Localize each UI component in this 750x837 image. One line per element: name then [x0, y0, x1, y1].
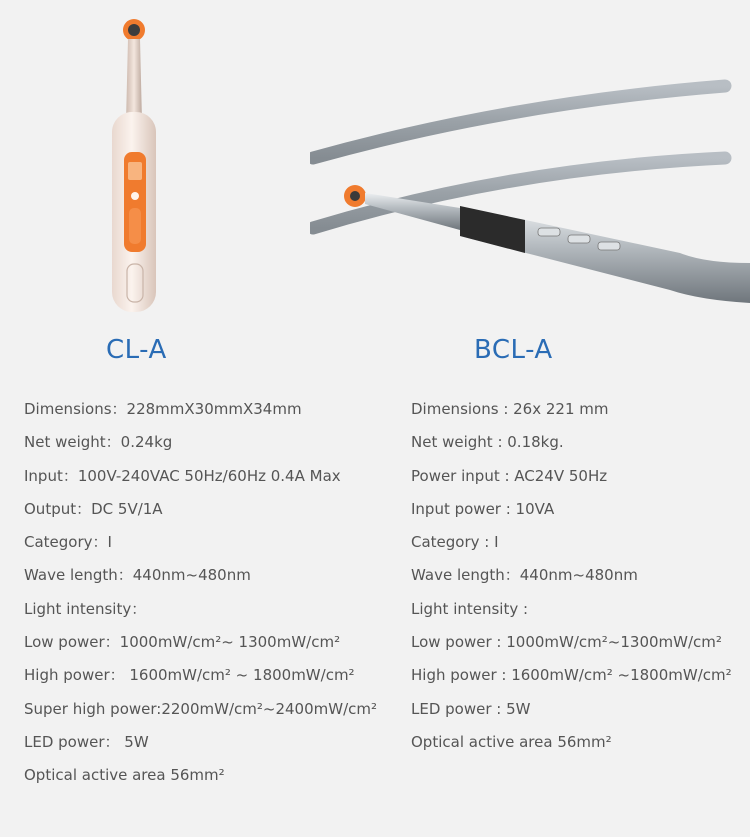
spec-optical-area: Optical active area 56mm²: [24, 766, 225, 785]
cla-product-image: [100, 12, 170, 317]
spec-high-power: High power : 1600mW/cm² ~1800mW/cm²: [411, 666, 732, 685]
spec-category: Category : Ⅰ: [411, 533, 499, 552]
spec-net-weight: Net weight : 0.18kg.: [411, 433, 564, 452]
spec-low-power: Low power : 1000mW/cm²~1300mW/cm²: [411, 633, 722, 652]
spec-wave-length: Wave length：440nm~480nm: [24, 566, 251, 585]
bcla-spec-list: [411, 397, 732, 763]
cla-model-title: CL-A: [106, 335, 167, 365]
spec-dimensions: Dimensions : 26x 221 mm: [411, 400, 609, 418]
spec-high-power: High power： 1600mW/cm² ~ 1800mW/cm²: [24, 666, 355, 685]
cla-spec-list: [24, 397, 377, 797]
spec-power-input: Power input : AC24V 50Hz: [411, 466, 608, 485]
spec-led-power: LED power : 5W: [411, 699, 531, 718]
spec-wave-length: Wave length：440nm~480nm: [411, 566, 638, 585]
spec-net-weight: Net weight：0.24kg: [24, 433, 173, 452]
spec-dimensions: Dimensions：228mmX30mmX34mm: [24, 400, 302, 418]
spec-low-power: Low power：1000mW/cm²~ 1300mW/cm²: [24, 633, 341, 652]
spec-led-power: LED power： 5W: [24, 732, 149, 751]
spec-input-power: Input power : 10VA: [411, 499, 555, 518]
bcla-model-title: BCL-A: [474, 335, 553, 365]
spec-output: Output：DC 5V/1A: [24, 499, 163, 518]
spec-light-intensity: Light intensity :: [411, 599, 529, 618]
spec-optical-area: Optical active area 56mm²: [411, 732, 612, 751]
spec-category: Category：Ⅰ: [24, 533, 112, 552]
spec-light-intensity: Light intensity：: [24, 599, 147, 618]
spec-super-high-power: Super high power:2200mW/cm²~2400mW/cm²: [24, 699, 377, 718]
bcla-product-image: [310, 78, 750, 318]
spec-input: Input：100V-240VAC 50Hz/60Hz 0.4A Max: [24, 466, 341, 485]
